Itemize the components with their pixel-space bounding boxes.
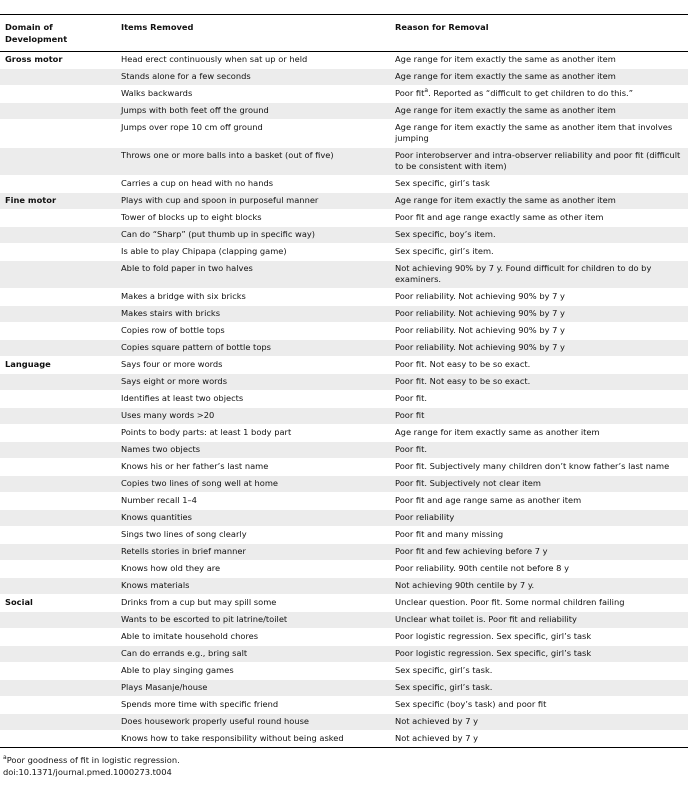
table-row <box>0 176 688 193</box>
domain-cell: Language <box>0 357 116 374</box>
domain-cell <box>0 731 116 748</box>
domain-cell <box>0 289 116 306</box>
domain-cell <box>0 69 116 86</box>
table-row <box>0 193 688 210</box>
domain-cell <box>0 578 116 595</box>
table-row <box>0 86 688 103</box>
domain-cell <box>0 227 116 244</box>
reason-cell <box>390 86 688 103</box>
footnote-ref: a <box>424 87 429 95</box>
header-items-removed: Items Removed <box>116 15 390 52</box>
domain-cell <box>0 697 116 714</box>
domain-cell <box>0 261 116 289</box>
domain-cell: Gross motor <box>0 52 116 69</box>
table-row <box>0 595 688 612</box>
reason-cell: Not achieved by 7 y <box>390 731 688 748</box>
table-row <box>0 210 688 227</box>
item-cell: Drinks from a cup but may spill some <box>116 595 390 612</box>
table-row <box>0 646 688 663</box>
reason-cell: Age range for item exactly the same as another item that involves jumping <box>390 120 688 148</box>
reason-cell: Not achieved by 7 y <box>390 714 688 731</box>
domain-cell <box>0 176 116 193</box>
item-cell: Knows materials <box>116 578 390 595</box>
reason-cell: Age range for item exactly the same as another item <box>390 52 688 69</box>
item-cell: Throws one or more balls into a basket (out of five) <box>116 148 390 176</box>
item-cell: Jumps with both feet off the ground <box>116 103 390 120</box>
reason-cell: Sex specific, girl’s task. <box>390 680 688 697</box>
item-cell: Tower of blocks up to eight blocks <box>116 210 390 227</box>
table-row <box>0 476 688 493</box>
domain-cell <box>0 391 116 408</box>
footnote-text: Poor goodness of fit in logistic regression. <box>6 755 180 765</box>
header-reason: Reason for Removal <box>390 15 688 52</box>
table-row <box>0 374 688 391</box>
domain-cell <box>0 612 116 629</box>
reason-cell: Poor fit and age range exactly same as other item <box>390 210 688 227</box>
item-cell: Says four or more words <box>116 357 390 374</box>
domain-cell <box>0 476 116 493</box>
table-row <box>0 544 688 561</box>
table-row <box>0 323 688 340</box>
item-cell: Points to body parts: at least 1 body part <box>116 425 390 442</box>
reason-cell: Poor logistic regression. Sex specific, girl’s task <box>390 629 688 646</box>
table-row <box>0 148 688 176</box>
domain-cell <box>0 544 116 561</box>
domain-cell: Fine motor <box>0 193 116 210</box>
domain-cell <box>0 306 116 323</box>
domain-cell <box>0 210 116 227</box>
reason-cell: Poor reliability. 90th centile not before 8 y <box>390 561 688 578</box>
table-row <box>0 578 688 595</box>
table-row <box>0 306 688 323</box>
domain-cell <box>0 374 116 391</box>
reason-cell: Age range for item exactly the same as another item <box>390 193 688 210</box>
item-cell: Does housework properly useful round house <box>116 714 390 731</box>
table-row <box>0 561 688 578</box>
item-cell: Makes stairs with bricks <box>116 306 390 323</box>
reason-cell: Poor fit. Subjectively many children don’t know father’s last name <box>390 459 688 476</box>
reason-cell: Poor reliability. Not achieving 90% by 7 y <box>390 306 688 323</box>
header-row <box>0 15 688 52</box>
domain-cell <box>0 680 116 697</box>
item-cell: Knows quantities <box>116 510 390 527</box>
domain-cell <box>0 527 116 544</box>
reason-cell: Poor fit and age range same as another item <box>390 493 688 510</box>
item-cell: Carries a cup on head with no hands <box>116 176 390 193</box>
reason-cell: Poor reliability <box>390 510 688 527</box>
reason-cell: Not achieving 90th centile by 7 y. <box>390 578 688 595</box>
domain-cell <box>0 425 116 442</box>
item-cell: Plays Masanje/house <box>116 680 390 697</box>
reason-cell: Poor fit and many missing <box>390 527 688 544</box>
reason-cell: Not achieving 90% by 7 y. Found difficult for children to do by examiners. <box>390 261 688 289</box>
domain-cell <box>0 148 116 176</box>
table-row <box>0 442 688 459</box>
domain-cell <box>0 244 116 261</box>
item-cell: Able to play singing games <box>116 663 390 680</box>
item-cell: Makes a bridge with six bricks <box>116 289 390 306</box>
table-row <box>0 493 688 510</box>
reason-cell: Poor fit <box>390 408 688 425</box>
table-row <box>0 357 688 374</box>
table-row <box>0 629 688 646</box>
item-cell: Can do “Sharp” (put thumb up in specific way) <box>116 227 390 244</box>
table-footer <box>0 748 688 778</box>
top-rule <box>0 0 688 15</box>
item-cell: Retells stories in brief manner <box>116 544 390 561</box>
domain-cell <box>0 323 116 340</box>
table-row <box>0 408 688 425</box>
table-row <box>0 510 688 527</box>
table-row <box>0 663 688 680</box>
items-removed-table <box>0 15 688 748</box>
domain-cell <box>0 120 116 148</box>
item-cell: Is able to play Chipapa (clapping game) <box>116 244 390 261</box>
reason-cell: Poor logistic regression. Sex specific, girl’s task <box>390 646 688 663</box>
item-cell: Walks backwards <box>116 86 390 103</box>
table-row <box>0 227 688 244</box>
reason-cell: Unclear question. Poor fit. Some normal children failing <box>390 595 688 612</box>
reason-cell: Sex specific, girl’s task <box>390 176 688 193</box>
domain-cell <box>0 646 116 663</box>
reason-cell: Sex specific, boy’s item. <box>390 227 688 244</box>
doi: doi:10.1371/journal.pmed.1000273.t004 <box>3 767 172 777</box>
reason-cell: Poor reliability. Not achieving 90% by 7 y <box>390 289 688 306</box>
domain-cell <box>0 340 116 357</box>
item-cell: Wants to be escorted to pit latrine/toilet <box>116 612 390 629</box>
domain-cell <box>0 442 116 459</box>
table-row <box>0 120 688 148</box>
item-cell: Able to fold paper in two halves <box>116 261 390 289</box>
footnote-marker: a <box>3 754 7 762</box>
item-cell: Copies two lines of song well at home <box>116 476 390 493</box>
item-cell: Identifies at least two objects <box>116 391 390 408</box>
domain-cell <box>0 86 116 103</box>
item-cell: Can do errands e.g., bring salt <box>116 646 390 663</box>
table-row <box>0 527 688 544</box>
reason-cell: Age range for item exactly the same as another item <box>390 103 688 120</box>
domain-cell <box>0 714 116 731</box>
header-domain: Domain of Development <box>0 15 116 52</box>
domain-cell: Social <box>0 595 116 612</box>
reason-cell: Poor fit. Subjectively not clear item <box>390 476 688 493</box>
item-cell: Says eight or more words <box>116 374 390 391</box>
item-cell: Stands alone for a few seconds <box>116 69 390 86</box>
item-cell: Able to imitate household chores <box>116 629 390 646</box>
item-cell: Names two objects <box>116 442 390 459</box>
table-row <box>0 680 688 697</box>
item-cell: Knows how old they are <box>116 561 390 578</box>
table-row <box>0 289 688 306</box>
reason-cell: Sex specific (boy’s task) and poor fit <box>390 697 688 714</box>
domain-cell <box>0 493 116 510</box>
table-row <box>0 459 688 476</box>
reason-cell: Poor fit. Not easy to be so exact. <box>390 374 688 391</box>
table-row <box>0 261 688 289</box>
reason-cell: Poor fit. <box>390 391 688 408</box>
table-row <box>0 103 688 120</box>
table-row <box>0 425 688 442</box>
item-cell: Copies row of bottle tops <box>116 323 390 340</box>
reason-cell: Poor fit. <box>390 442 688 459</box>
table-row <box>0 697 688 714</box>
reason-cell: Age range for item exactly same as another item <box>390 425 688 442</box>
item-cell: Plays with cup and spoon in purposeful manner <box>116 193 390 210</box>
table-body <box>0 52 688 748</box>
domain-cell <box>0 459 116 476</box>
reason-text-cont: . Reported as “difficult to get children to do this.” <box>428 88 633 98</box>
item-cell: Number recall 1–4 <box>116 493 390 510</box>
reason-cell: Poor interobserver and intra-observer reliability and poor fit (difficult to be consistent with item) <box>390 148 688 176</box>
table-row <box>0 714 688 731</box>
reason-cell: Sex specific, girl’s task. <box>390 663 688 680</box>
table-row <box>0 69 688 86</box>
reason-cell: Poor reliability. Not achieving 90% by 7 y <box>390 323 688 340</box>
reason-cell: Sex specific, girl’s item. <box>390 244 688 261</box>
domain-cell <box>0 408 116 425</box>
reason-text: Poor fit <box>395 88 425 98</box>
reason-cell: Unclear what toilet is. Poor fit and reliability <box>390 612 688 629</box>
reason-cell: Poor reliability. Not achieving 90% by 7 y <box>390 340 688 357</box>
domain-cell <box>0 561 116 578</box>
item-cell: Knows how to take responsibility without being asked <box>116 731 390 748</box>
domain-cell <box>0 510 116 527</box>
reason-cell: Poor fit and few achieving before 7 y <box>390 544 688 561</box>
reason-cell: Age range for item exactly the same as another item <box>390 69 688 86</box>
table-row <box>0 52 688 69</box>
domain-cell <box>0 663 116 680</box>
table-row <box>0 244 688 261</box>
footnote <box>3 754 688 766</box>
item-cell: Jumps over rope 10 cm off ground <box>116 120 390 148</box>
item-cell: Spends more time with specific friend <box>116 697 390 714</box>
item-cell: Knows his or her father’s last name <box>116 459 390 476</box>
table-row <box>0 731 688 748</box>
item-cell: Sings two lines of song clearly <box>116 527 390 544</box>
reason-cell: Poor fit. Not easy to be so exact. <box>390 357 688 374</box>
table-row <box>0 391 688 408</box>
item-cell: Uses many words >20 <box>116 408 390 425</box>
item-cell: Head erect continuously when sat up or held <box>116 52 390 69</box>
table-row <box>0 340 688 357</box>
table-row <box>0 612 688 629</box>
item-cell: Copies square pattern of bottle tops <box>116 340 390 357</box>
domain-cell <box>0 103 116 120</box>
domain-cell <box>0 629 116 646</box>
